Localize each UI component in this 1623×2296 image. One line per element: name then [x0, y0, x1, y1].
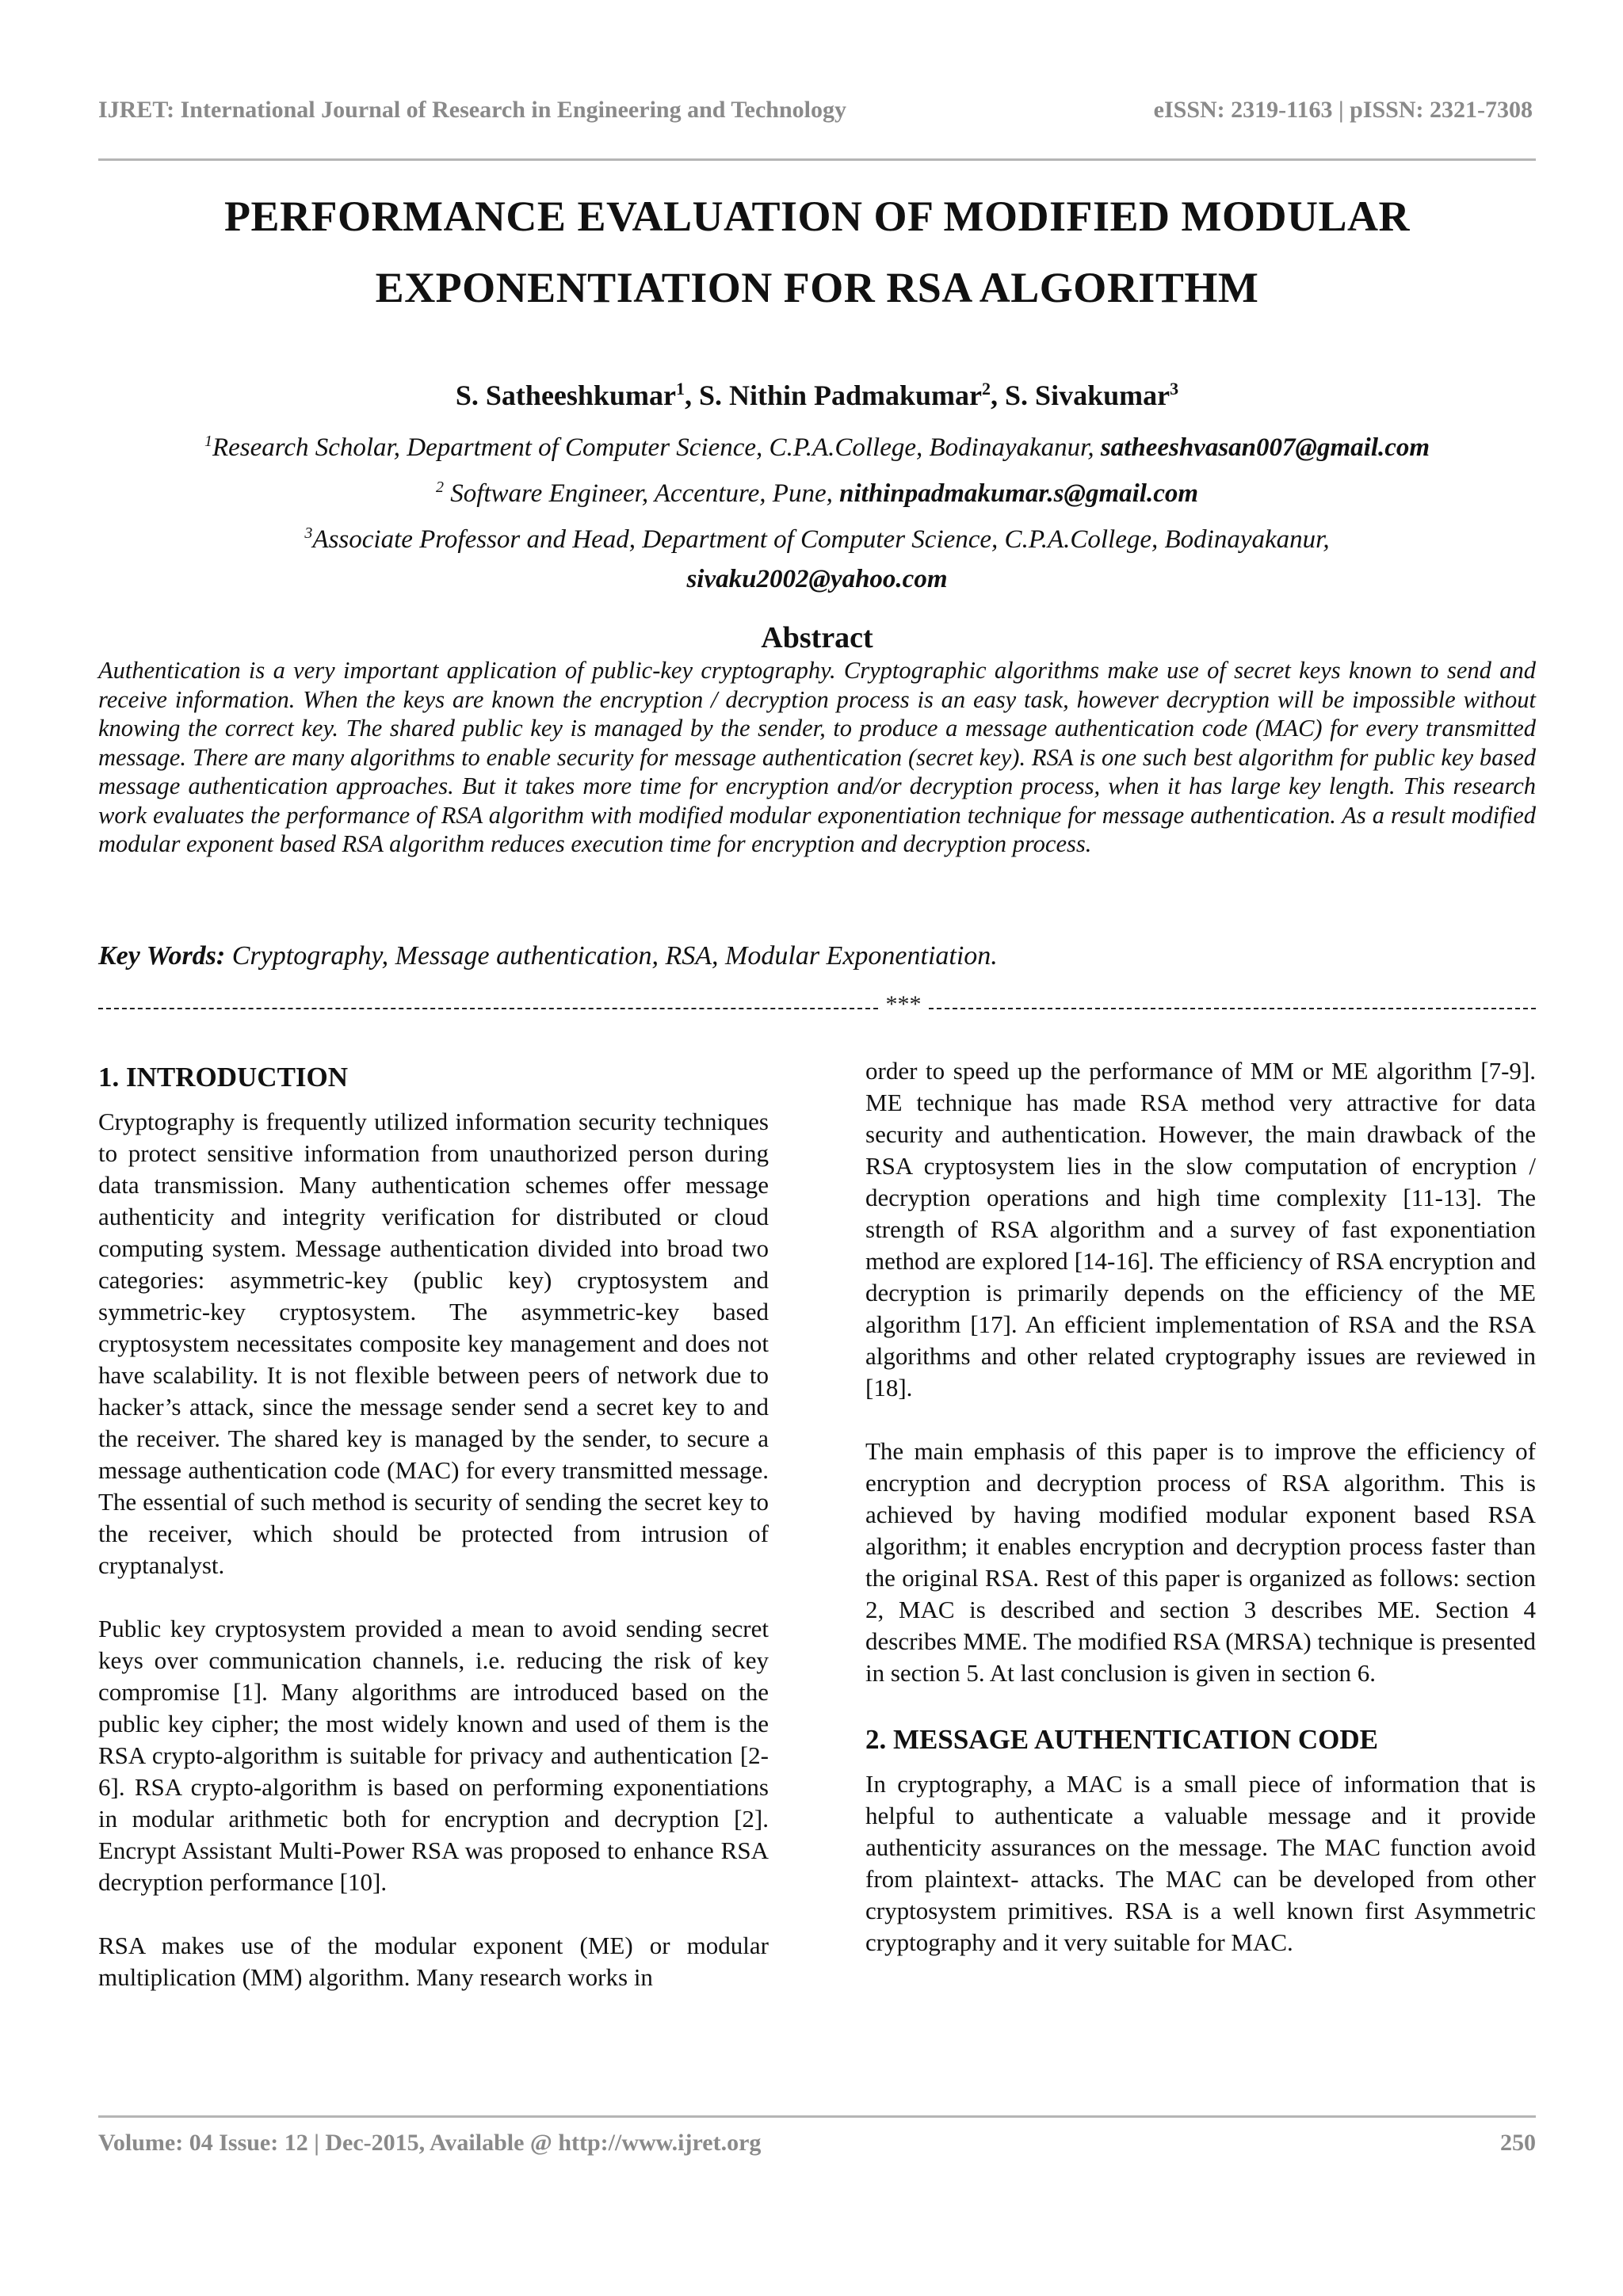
- affiliations: [98, 421, 1536, 599]
- author-2-sup: 2: [982, 379, 991, 399]
- right-column: [865, 1055, 1536, 1990]
- keywords-label: Key Words:: [98, 941, 226, 971]
- journal-name: IJRET: International Journal of Research in Engineering and Technology: [98, 97, 847, 123]
- running-header: [98, 97, 1533, 136]
- abstract-body: Authentication is a very important application of public-key cryptography. Cryptographic algorithms make use of secret keys known to send and receive information. When the keys are known the encryption / decryption process is an easy task, however decryption will be impossible without knowing the correct key. The shared public key is managed by the sender, to produce a message authentication code (MAC) for every transmitted message. There are many algorithms to enable security for message authentication (secret key). RSA is one such best algorithm for public key based message authentication approaches. But it takes more time for encryption and/or decryption process, when it has large key length. This research work evaluates the performance of RSA algorithm with modified modular exponentiation technique for message authentication. As a result modified modular exponent based RSA algorithm reduces execution time for encryption and decryption process.: [98, 657, 1536, 857]
- keywords-text: Cryptography, Message authentication, RSA, Modular Exponentiation.: [225, 941, 998, 971]
- email-link[interactable]: nithinpadmakumar.s@gmail.com: [839, 479, 1199, 508]
- divider-dashes-right: [929, 989, 1536, 1009]
- section-heading-introduction: 1. INTRODUCTION: [98, 1062, 349, 1093]
- author-3-sup: 3: [1170, 379, 1179, 399]
- author-2: , S. Nithin Padmakumar: [684, 379, 983, 411]
- paragraph: order to speed up the performance of MM or ME algorithm [7-9]. ME technique has made RSA method very attractive for data security and authentication. However, the main drawback of the RSA cryptosystem lies in the slow computation of encryption / decryption operations and high time complexity [11-13]. The strength of RSA algorithm and a survey of fast exponentiation method are explored [14-16]. The efficiency of RSA encryption and decryption is primarily depends on the efficiency of the ME algorithm [17]. An efficient implementation of RSA and the RSA algorithms and other related cryptography issues are reviewed in [18].: [865, 1057, 1536, 1402]
- divider-stars: ***: [885, 991, 922, 1017]
- paragraph: In cryptography, a MAC is a small piece of information that is helpful to authenticate a valuable message and it provide authenticity assurances on the message. The MAC function avoid from plaintext- attacks. The MAC can be developed from other cryptosystem primitives. RSA is a well known first Asymmetric cryptography and it very suitable for MAC.: [865, 1770, 1536, 1956]
- running-footer: [98, 2130, 1536, 2169]
- divider-dashes-left: [98, 989, 878, 1009]
- paragraph: The main emphasis of this paper is to improve the efficiency of encryption and decryption process of RSA algorithm. This is achieved by having modified modular exponent based RSA algorithm; it enables encryption and decryption process faster than the original RSA. Rest of this paper is organized as follows: section 2, MAC is described and section 3 describes ME. Section 4 describes MME. The modified RSA (MRSA) technique is presented in section 5. At last conclusion is given in section 6.: [865, 1437, 1536, 1687]
- section-divider: [98, 989, 1536, 1020]
- affiliation-3-email: [98, 559, 1536, 599]
- title-line-2: EXPONENTIATION FOR RSA ALGORITHM: [375, 264, 1259, 311]
- keywords: [98, 936, 1536, 976]
- affiliation-2: $^2$ Software Engineer, Accenture, Pune, nithinpadmakumar.s@gmail.com: [435, 479, 1199, 508]
- email-link[interactable]: sivaku2002@yahoo.com: [686, 565, 948, 593]
- author-1: S. Satheeshkumar: [455, 379, 676, 411]
- header-rule: [98, 158, 1536, 161]
- email-link[interactable]: satheeshvasan007@gmail.com: [1100, 433, 1430, 462]
- paragraph: Public key cryptosystem provided a mean to avoid sending secret keys over communication channels, i.e. reducing the risk of key compromise [1]. Many algorithms are introduced based on the public key cipher; the most widely known and used of them is the RSA crypto-algorithm is suitable for privacy and authentication [2-6]. RSA crypto-algorithm is based on performing exponentiations in modular arithmetic both for encryption and decryption [2]. Encrypt Assistant Multi-Power RSA was proposed to enhance RSA decryption performance [10].: [98, 1615, 769, 1896]
- section-heading-mac: 2. MESSAGE AUTHENTICATION CODE: [865, 1724, 1378, 1755]
- title-line-1: PERFORMANCE EVALUATION OF MODIFIED MODULAR: [223, 193, 1410, 240]
- volume-info: Volume: 04 Issue: 12 | Dec-2015, Available @ http://www.ijret.org: [98, 2130, 762, 2156]
- footer-rule: [98, 2115, 1536, 2118]
- author-1-sup: 1: [675, 379, 685, 399]
- page-number: 250: [1500, 2130, 1536, 2156]
- author-list: [98, 369, 1536, 415]
- affiliation-1: $^1$Research Scholar, Department of Computer Science, C.P.A.College, Bodinayakanur, satheeshvasan007@gmail.com: [204, 433, 1430, 462]
- author-3: , S. Sivakumar: [991, 379, 1170, 411]
- paper-title: [98, 181, 1536, 323]
- abstract-heading: Abstract: [761, 621, 873, 654]
- issn-numbers: eISSN: 2319-1163 | pISSN: 2321-7308: [1153, 97, 1533, 123]
- paragraph: RSA makes use of the modular exponent (ME) or modular multiplication (MM) algorithm. Many research works in: [98, 1932, 769, 1991]
- left-column: [98, 1055, 769, 2025]
- paragraph: Cryptography is frequently utilized information security techniques to protect sensitive information from unauthorized person during data transmission. Many authentication schemes offer message authenticity and integrity verification for distributed or cloud computing system. Message authentication divided into broad two categories: asymmetric-key (public key) cryptosystem and symmetric-key cryptosystem. The asymmetric-key based cryptosystem necessitates composite key management and does not have scalability. It is not flexible between peers of network due to hacker’s attack, since the message sender send a secret key to and the receiver. The shared key is managed by the sender, to secure a message authentication code (MAC) for every transmitted message. The essential of such method is security of sending the secret key to the receiver, which should be protected from intrusion of cryptanalyst.: [98, 1108, 769, 1579]
- affiliation-3: $^3$Associate Professor and Head, Department of Computer Science, C.P.A.College, Bodinayakanur,: [304, 524, 1330, 554]
